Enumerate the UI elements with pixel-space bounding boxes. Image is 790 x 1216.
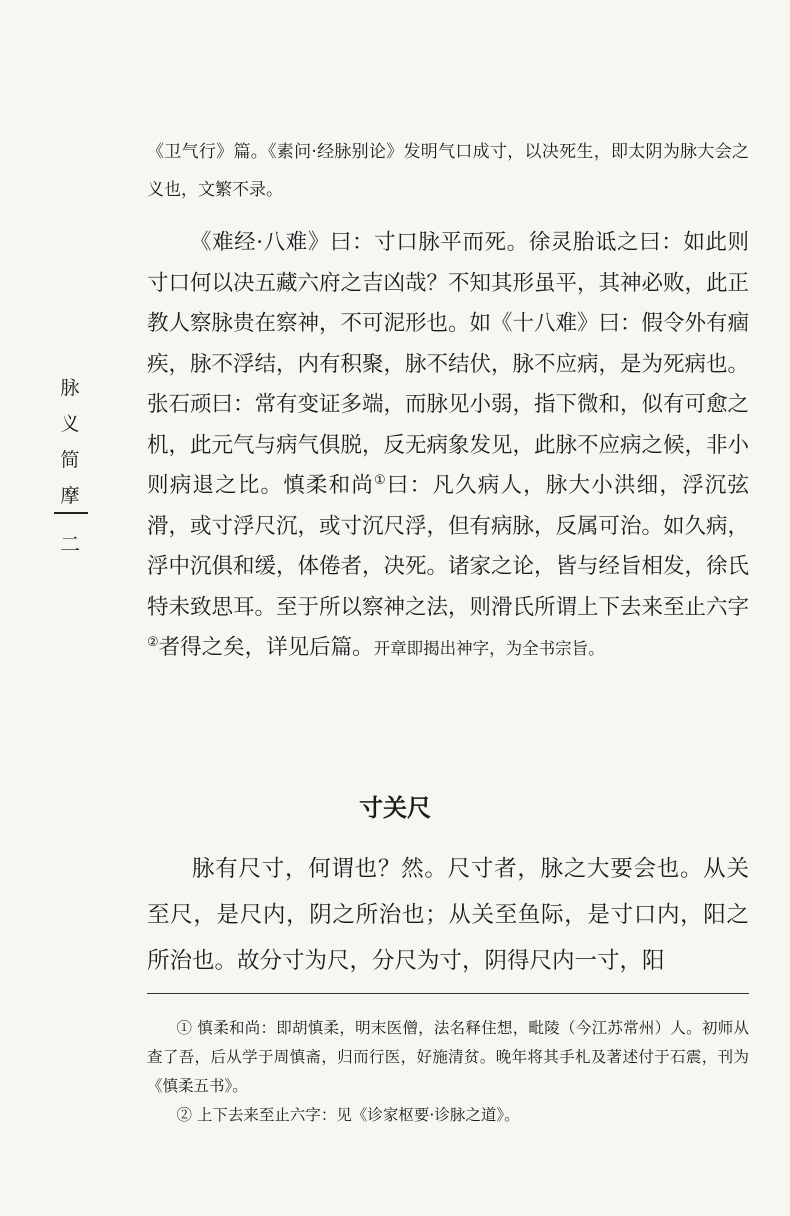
footnote-marker: ② <box>176 1106 192 1124</box>
paragraph-continued: 《卫气行》篇。《素问·经脉别论》发明气口成寸，以决死生，即太阴为脉大会之义也，文繁不录。 <box>147 142 749 200</box>
running-title-char: 摩 <box>60 485 80 507</box>
footnote-divider <box>147 993 749 994</box>
footnote-ref-2[interactable]: ② <box>147 634 159 650</box>
footnote-1 <box>147 1014 749 1101</box>
paragraph-nanjing <box>147 223 749 670</box>
section-heading: 寸关尺 <box>359 794 431 822</box>
footnote-2 <box>147 1101 749 1130</box>
main-text <box>147 133 749 670</box>
paragraph-text: 者得之矣，详见后篇。 <box>158 635 374 660</box>
footnote-text: 慎柔和尚：即胡慎柔，明末医僧，法名释住想，毗陵（今江苏常州）人。初师从查了吾，后从学于周慎斋，归而行医，好施清贫。晚年将其手札及著述付于石震，刊为《慎柔五书》。 <box>147 1019 749 1095</box>
paragraph-text: 《难经·八难》曰：寸口脉平而死。徐灵胎诋之曰：如此则寸口何以决五藏六府之吉凶哉？不知其形虽平，其神必败，此正教人察脉贵在察神，不可泥形也。如《十八难》曰：假令外有痼疾，脉不浮结，内有积聚，脉不结伏，脉不应病，是为死病也。张石顽曰：常有变证多端，而脉见小弱，指下微和，似有可愈之机，此元气与病气俱脱，反无病象发见，此脉不应病之候，非小则病退之比。慎柔和尚 <box>147 230 750 498</box>
inline-commentary: 开章即揭出神字，为全书宗旨。 <box>373 639 605 658</box>
running-title-char: 简 <box>60 449 80 471</box>
footnote-marker: ① <box>176 1019 193 1037</box>
footnotes <box>147 1014 749 1130</box>
page-number: 二 <box>60 532 80 556</box>
running-title <box>58 370 82 514</box>
running-title-char: 义 <box>60 413 80 435</box>
footnote-text: 上下去来至止六字：见《诊家枢要·诊脉之道》。 <box>196 1106 520 1124</box>
footnote-ref-1[interactable]: ① <box>374 472 387 488</box>
running-title-divider <box>54 512 88 514</box>
paragraph-text: 曰：凡久病人，脉大小洪细，浮沉弦滑，或寸浮尺沉，或寸沉尺浮，但有病脉，反属可治。如久病，浮中沉俱和缓，体倦者，决死。诸家之论，皆与经旨相发，徐氏特未致思耳。至于所以察神之法，则滑氏所谓上下去来至止六字 <box>147 473 750 620</box>
running-title-char: 脉 <box>60 377 80 399</box>
section-body <box>147 846 749 984</box>
section-paragraph: 脉有尺寸，何谓也？然。尺寸者，脉之大要会也。从关至尺，是尺内，阴之所治也；从关至鱼际，是寸口内，阳之所治也。故分寸为尺，分尺为寸，阴得尺内一寸，阳 <box>147 856 749 974</box>
